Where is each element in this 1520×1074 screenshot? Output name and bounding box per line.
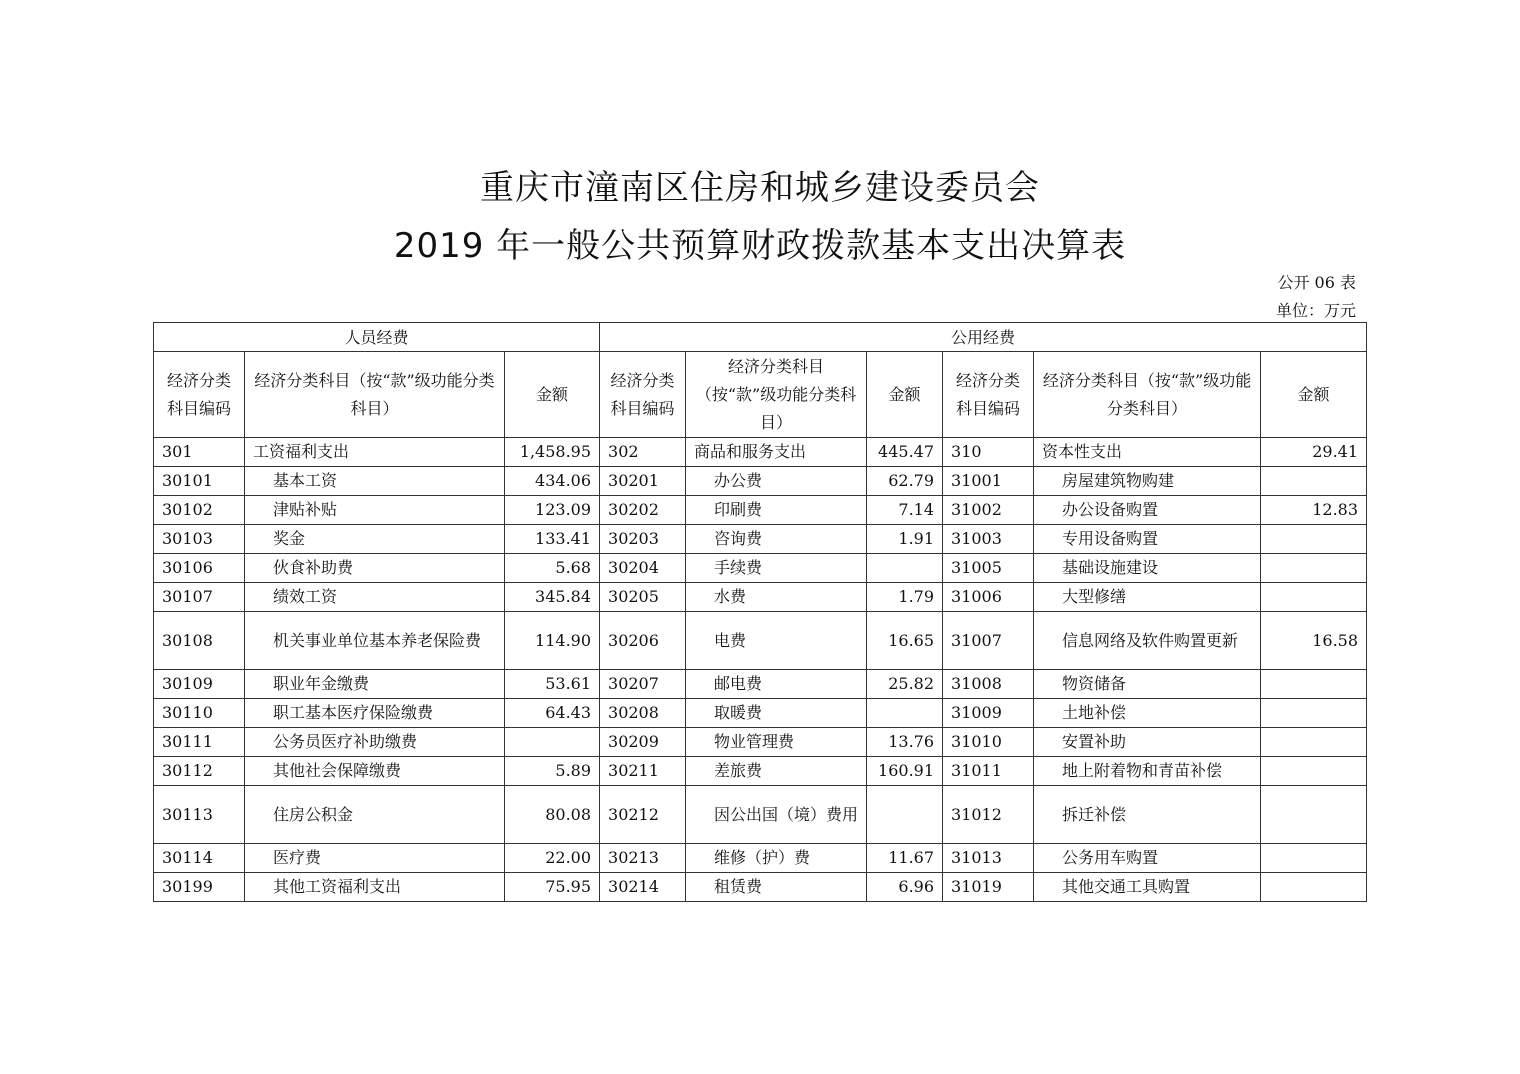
name-cell: 取暖费 xyxy=(686,699,867,728)
code-cell: 30207 xyxy=(600,670,686,699)
name-cell: 因公出国（境）费用 xyxy=(686,786,867,844)
table-row xyxy=(154,496,1367,525)
table-row xyxy=(154,844,1367,873)
code-cell: 30199 xyxy=(154,873,245,902)
amount-cell: 7.14 xyxy=(867,496,943,525)
code-cell: 30110 xyxy=(154,699,245,728)
code-cell: 30208 xyxy=(600,699,686,728)
amount-cell: 1,458.95 xyxy=(505,438,600,467)
header-code: 经济分类科目编码 xyxy=(600,352,686,438)
amount-cell: 1.91 xyxy=(867,525,943,554)
code-cell: 30102 xyxy=(154,496,245,525)
amount-cell: 6.96 xyxy=(867,873,943,902)
header-code: 经济分类科目编码 xyxy=(943,352,1034,438)
header-name: 经济分类科目（按“款”级功能分类科目） xyxy=(245,352,505,438)
amount-cell: 53.61 xyxy=(505,670,600,699)
code-cell: 30214 xyxy=(600,873,686,902)
amount-cell: 11.67 xyxy=(867,844,943,873)
amount-cell xyxy=(867,699,943,728)
name-cell: 基础设施建设 xyxy=(1034,554,1261,583)
amount-cell xyxy=(1261,844,1367,873)
name-cell: 水费 xyxy=(686,583,867,612)
table-row xyxy=(154,438,1367,467)
amount-cell: 22.00 xyxy=(505,844,600,873)
name-cell: 物资储备 xyxy=(1034,670,1261,699)
name-cell: 医疗费 xyxy=(245,844,505,873)
code-cell: 310 xyxy=(943,438,1034,467)
name-cell: 基本工资 xyxy=(245,467,505,496)
amount-cell: 12.83 xyxy=(1261,496,1367,525)
name-cell: 房屋建筑物购建 xyxy=(1034,467,1261,496)
code-cell: 31007 xyxy=(943,612,1034,670)
name-cell: 资本性支出 xyxy=(1034,438,1261,467)
code-cell: 30213 xyxy=(600,844,686,873)
amount-cell: 13.76 xyxy=(867,728,943,757)
section-public: 公用经费 xyxy=(600,323,1367,352)
amount-cell: 160.91 xyxy=(867,757,943,786)
unit-label: 单位：万元 xyxy=(1275,301,1356,320)
amount-cell: 29.41 xyxy=(1261,438,1367,467)
code-cell: 31010 xyxy=(943,728,1034,757)
code-cell: 31002 xyxy=(943,496,1034,525)
name-cell: 奖金 xyxy=(245,525,505,554)
section-personnel: 人员经费 xyxy=(154,323,600,352)
code-cell: 31008 xyxy=(943,670,1034,699)
name-cell: 机关事业单位基本养老保险费 xyxy=(245,612,505,670)
name-cell: 邮电费 xyxy=(686,670,867,699)
name-cell: 公务员医疗补助缴费 xyxy=(245,728,505,757)
code-cell: 31009 xyxy=(943,699,1034,728)
report-subtitle: 2019 年一般公共预算财政拨款基本支出决算表 xyxy=(393,226,1127,266)
header-amount: 金额 xyxy=(1261,352,1367,438)
name-cell: 差旅费 xyxy=(686,757,867,786)
code-cell: 30201 xyxy=(600,467,686,496)
name-cell: 公务用车购置 xyxy=(1034,844,1261,873)
code-cell: 30109 xyxy=(154,670,245,699)
table-row xyxy=(154,873,1367,902)
report-title: 重庆市潼南区住房和城乡建设委员会 xyxy=(480,168,1040,208)
header-code: 经济分类科目编码 xyxy=(154,352,245,438)
amount-cell: 16.65 xyxy=(867,612,943,670)
name-cell: 电费 xyxy=(686,612,867,670)
name-cell: 其他工资福利支出 xyxy=(245,873,505,902)
name-cell: 其他社会保障缴费 xyxy=(245,757,505,786)
header-amount: 金额 xyxy=(505,352,600,438)
amount-cell: 62.79 xyxy=(867,467,943,496)
table-row xyxy=(154,786,1367,844)
table-row xyxy=(154,757,1367,786)
code-cell: 30114 xyxy=(154,844,245,873)
code-cell: 302 xyxy=(600,438,686,467)
name-cell: 租赁费 xyxy=(686,873,867,902)
name-cell: 办公费 xyxy=(686,467,867,496)
expenditure-table xyxy=(153,322,1367,902)
amount-cell xyxy=(1261,525,1367,554)
name-cell: 绩效工资 xyxy=(245,583,505,612)
code-cell: 30101 xyxy=(154,467,245,496)
name-cell: 住房公积金 xyxy=(245,786,505,844)
code-cell: 30108 xyxy=(154,612,245,670)
table-row xyxy=(154,583,1367,612)
code-cell: 31001 xyxy=(943,467,1034,496)
amount-cell xyxy=(1261,699,1367,728)
name-cell: 工资福利支出 xyxy=(245,438,505,467)
code-cell: 30106 xyxy=(154,554,245,583)
header-name: 经济分类科目（按“款”级功能分类科目） xyxy=(1034,352,1261,438)
code-cell: 30112 xyxy=(154,757,245,786)
name-cell: 职业年金缴费 xyxy=(245,670,505,699)
amount-cell xyxy=(1261,670,1367,699)
name-cell: 办公设备购置 xyxy=(1034,496,1261,525)
code-cell: 301 xyxy=(154,438,245,467)
amount-cell: 123.09 xyxy=(505,496,600,525)
code-cell: 30107 xyxy=(154,583,245,612)
code-cell: 30103 xyxy=(154,525,245,554)
amount-cell xyxy=(1261,873,1367,902)
amount-cell: 64.43 xyxy=(505,699,600,728)
code-cell: 31003 xyxy=(943,525,1034,554)
amount-cell xyxy=(1261,467,1367,496)
name-cell: 咨询费 xyxy=(686,525,867,554)
amount-cell xyxy=(867,786,943,844)
code-cell: 30206 xyxy=(600,612,686,670)
name-cell: 专用设备购置 xyxy=(1034,525,1261,554)
amount-cell: 345.84 xyxy=(505,583,600,612)
amount-cell xyxy=(505,728,600,757)
name-cell: 维修（护）费 xyxy=(686,844,867,873)
amount-cell: 80.08 xyxy=(505,786,600,844)
form-number: 公开 06 表 xyxy=(1277,273,1356,292)
code-cell: 31006 xyxy=(943,583,1034,612)
code-cell: 31011 xyxy=(943,757,1034,786)
code-cell: 30204 xyxy=(600,554,686,583)
table-row xyxy=(154,554,1367,583)
name-cell: 地上附着物和青苗补偿 xyxy=(1034,757,1261,786)
code-cell: 30212 xyxy=(600,786,686,844)
amount-cell: 75.95 xyxy=(505,873,600,902)
amount-cell: 16.58 xyxy=(1261,612,1367,670)
amount-cell xyxy=(1261,583,1367,612)
amount-cell: 5.68 xyxy=(505,554,600,583)
table-row xyxy=(154,699,1367,728)
amount-cell xyxy=(1261,554,1367,583)
amount-cell xyxy=(1261,786,1367,844)
table-row xyxy=(154,525,1367,554)
code-cell: 31005 xyxy=(943,554,1034,583)
code-cell: 30203 xyxy=(600,525,686,554)
name-cell: 大型修缮 xyxy=(1034,583,1261,612)
code-cell: 31013 xyxy=(943,844,1034,873)
amount-cell: 5.89 xyxy=(505,757,600,786)
table-row xyxy=(154,728,1367,757)
name-cell: 拆迁补偿 xyxy=(1034,786,1261,844)
table-row xyxy=(154,467,1367,496)
name-cell: 土地补偿 xyxy=(1034,699,1261,728)
amount-cell: 434.06 xyxy=(505,467,600,496)
amount-cell: 133.41 xyxy=(505,525,600,554)
amount-cell: 445.47 xyxy=(867,438,943,467)
name-cell: 手续费 xyxy=(686,554,867,583)
name-cell: 津贴补贴 xyxy=(245,496,505,525)
table-row xyxy=(154,670,1367,699)
amount-cell: 114.90 xyxy=(505,612,600,670)
name-cell: 伙食补助费 xyxy=(245,554,505,583)
name-cell: 信息网络及软件购置更新 xyxy=(1034,612,1261,670)
code-cell: 31012 xyxy=(943,786,1034,844)
name-cell: 商品和服务支出 xyxy=(686,438,867,467)
amount-cell: 1.79 xyxy=(867,583,943,612)
code-cell: 30211 xyxy=(600,757,686,786)
code-cell: 30113 xyxy=(154,786,245,844)
amount-cell xyxy=(1261,757,1367,786)
table-row xyxy=(154,612,1367,670)
name-cell: 其他交通工具购置 xyxy=(1034,873,1261,902)
code-cell: 30111 xyxy=(154,728,245,757)
amount-cell xyxy=(867,554,943,583)
name-cell: 安置补助 xyxy=(1034,728,1261,757)
amount-cell xyxy=(1261,728,1367,757)
name-cell: 职工基本医疗保险缴费 xyxy=(245,699,505,728)
code-cell: 30205 xyxy=(600,583,686,612)
name-cell: 物业管理费 xyxy=(686,728,867,757)
amount-cell: 25.82 xyxy=(867,670,943,699)
header-amount: 金额 xyxy=(867,352,943,438)
name-cell: 印刷费 xyxy=(686,496,867,525)
code-cell: 30202 xyxy=(600,496,686,525)
code-cell: 31019 xyxy=(943,873,1034,902)
code-cell: 30209 xyxy=(600,728,686,757)
header-name: 经济分类科目（按“款”级功能分类科目） xyxy=(686,352,867,438)
